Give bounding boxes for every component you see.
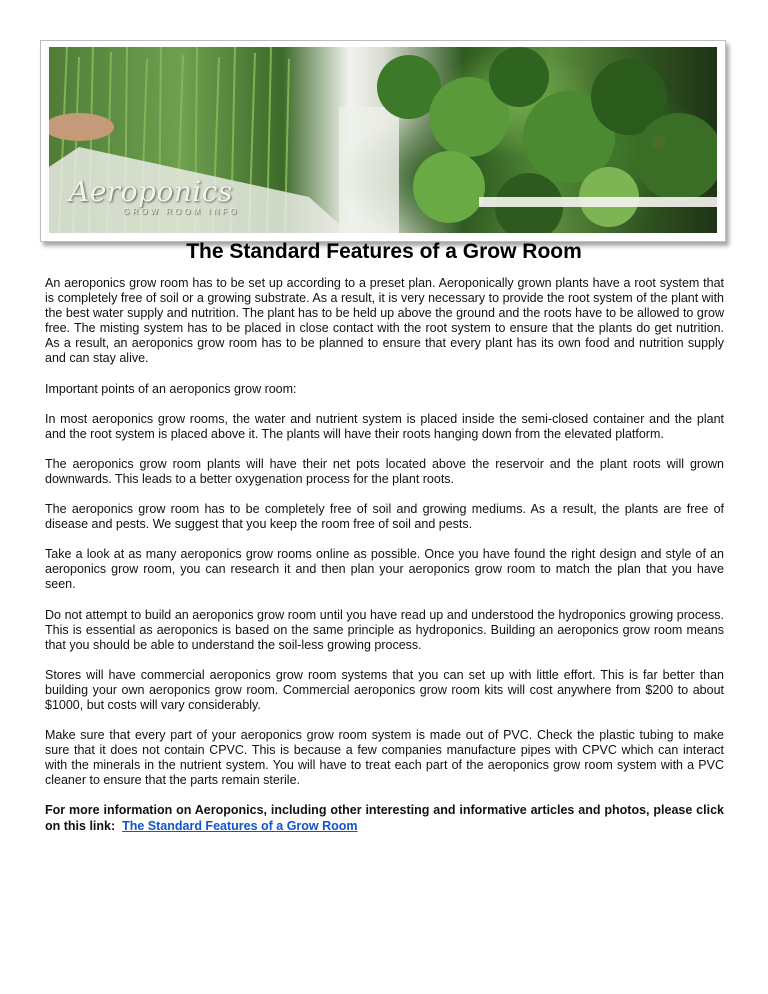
- paragraph: The aeroponics grow room plants will have their net pots located above the reservoir and the plant roots will grown downwards. This leads to a better oxygenation process for the plant roots.: [45, 456, 724, 486]
- paragraph: Important points of an aeroponics grow room:: [45, 381, 297, 396]
- footer-note: [45, 803, 724, 833]
- paragraph: Do not attempt to build an aeroponics grow room until you have read up and understood the hydroponics growing process. This is essential as aeroponics is based on the same principle as hydroponics. Building an aeroponics grow room means that you should be able to understand the soil-less growing process.: [45, 607, 724, 652]
- paragraph: Stores will have commercial aeroponics grow room systems that you can set up with little effort. This is far better than building your own aeroponics grow room. Commercial aeroponics grow room kits will cost anywhere from $200 to about $1000, but costs will vary considerably.: [45, 667, 724, 712]
- paragraph: An aeroponics grow room has to be set up according to a preset plan. Aeroponically grown plants have a root system that is completely free of soil or a growing substrate. As a result, it is very necessary to provide the root system of the plant with the best water supply and nutrition. The plant has to be held up above the ground and the roots have to be allowed to grow free. The misting system has to be placed in close contact with the root system to ensure that the plants do get nutrition. As a result, an aeroponics grow room has to be planned to ensure that every plant has its own food and nutrition supply and can stay alive.: [45, 276, 724, 366]
- article-body: [45, 276, 724, 849]
- paragraph: Make sure that every part of your aeroponics grow room system is made out of PVC. Check the plastic tubing to make sure that it does not contain CPVC. This is because a few companies manufacture pipes with CPVC which can interact with the minerals in the nutrient system. You will have to treat each part of the aeroponics grow room system with a PVC cleaner to ensure that the parts remain sterile.: [45, 728, 724, 788]
- paragraph: In most aeroponics grow rooms, the water and nutrient system is placed inside the semi-closed container and the plant and the root system is placed above it. The plants will have their roots hanging down from the elevated platform.: [45, 411, 724, 441]
- footer-text: For more information on Aeroponics, including other interesting and informative articles and photos, please click on this link:: [45, 803, 724, 833]
- paragraph: Take a look at as many aeroponics grow rooms online as possible. Once you have found the right design and style of an aeroponics grow room, you can research it and then plan your aeroponics grow room to match the plan that you have seen.: [45, 547, 724, 592]
- article-link[interactable]: The Standard Features of a Grow Room: [122, 818, 358, 833]
- page-title: The Standard Features of a Grow Room: [186, 240, 582, 263]
- aeroponics-logo: Aeroponics: [69, 175, 233, 208]
- header-banner: [40, 40, 726, 242]
- paragraph: The aeroponics grow room has to be completely free of soil and growing mediums. As a result, the plants are free of disease and pests. We suggest that you keep the room free of soil and pests.: [45, 502, 724, 532]
- banner-photo: [49, 47, 717, 233]
- logo-subtitle: GROW ROOM INFO: [123, 207, 240, 216]
